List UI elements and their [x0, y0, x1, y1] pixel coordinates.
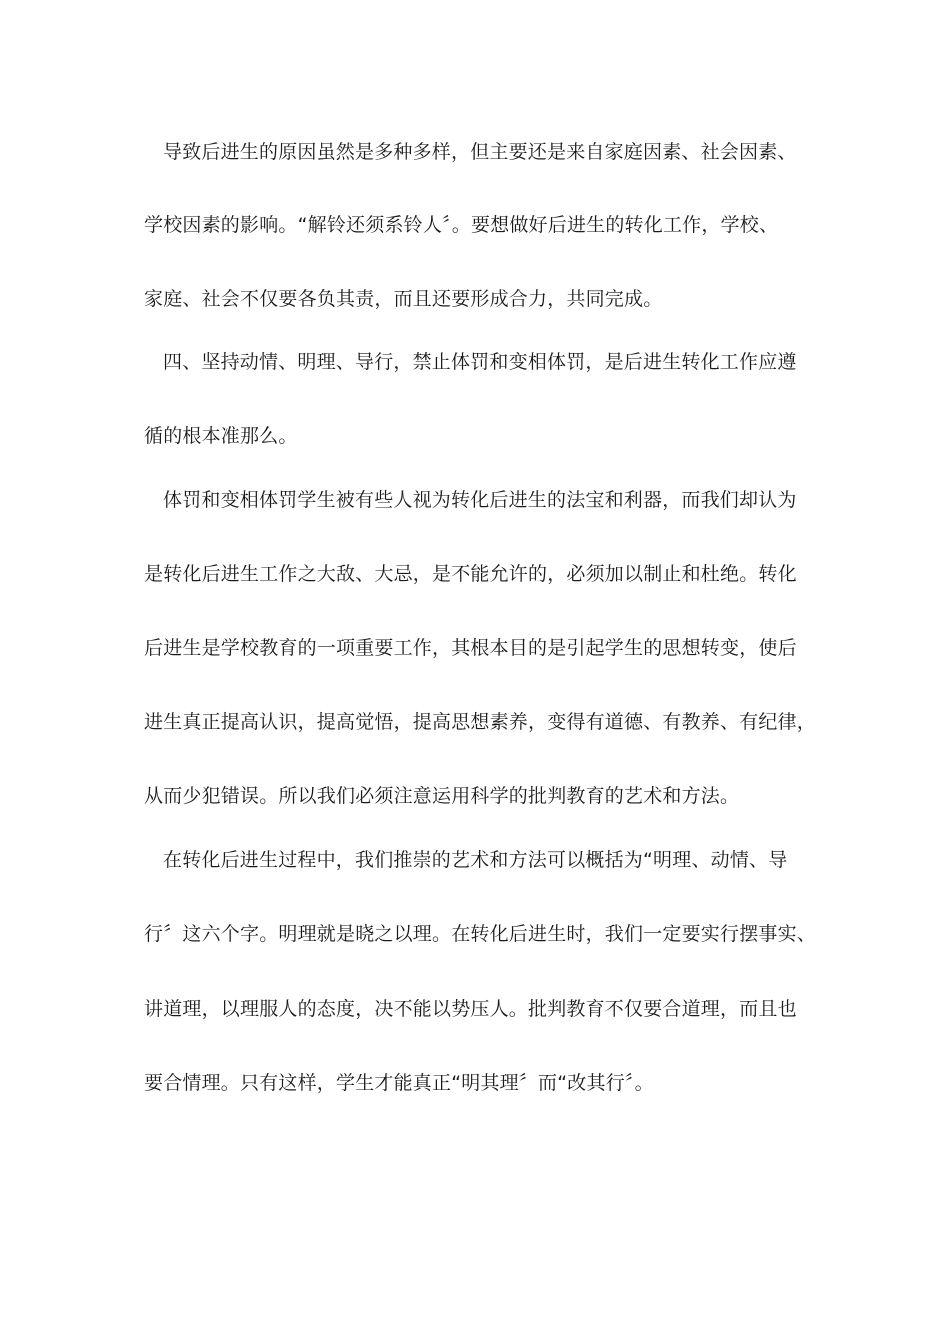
paragraph-3-line-3: 讲道理，以理服人的态度，决不能以势压人。批判教育不仅要合道理，而且也	[144, 998, 797, 1020]
paragraph-1-line-3: 家庭、社会不仅要各负其责，而且还要形成合力，共同完成。	[144, 288, 663, 310]
paragraph-2-line-2: 是转化后进生工作之大敌、大忌，是不能允许的，必须加以制止和杜绝。转化	[144, 563, 797, 585]
paragraph-2-line-4: 进生真正提高认识，提高觉悟，提高思想素养，变得有道德、有教养、有纪律，	[144, 711, 817, 733]
paragraph-3-line-4: 要合情理。只有这样，学生才能真正“明其理〞而“改其行〞。	[144, 1072, 654, 1094]
paragraph-1-line-1: 导致后进生的原因虽然是多种多样，但主要还是来自家庭因素、社会因素、	[163, 141, 797, 163]
section-heading-line-1: 四、坚持动情、明理、导行，禁止体罚和变相体罚，是后进生转化工作应遵	[163, 351, 797, 373]
paragraph-3-line-1: 在转化后进生过程中，我们推崇的艺术和方法可以概括为“明理、动情、导	[163, 849, 788, 871]
section-heading-line-2: 循的根本准那么。	[144, 425, 298, 447]
paragraph-3-line-2: 行〞这六个字。明理就是晓之以理。在转化后进生时，我们一定要实行摆事实、	[144, 923, 817, 945]
paragraph-2-line-3: 后进生是学校教育的一项重要工作，其根本目的是引起学生的思想转变，使后	[144, 637, 797, 659]
paragraph-1-line-2: 学校因素的影响。“解铃还须系铃人〞。要想做好后进生的转化工作，学校、	[144, 214, 779, 236]
paragraph-2-line-1: 体罚和变相体罚学生被有些人视为转化后进生的法宝和利器，而我们却认为	[163, 489, 797, 511]
paragraph-2-line-5: 从而少犯错误。所以我们必须注意运用科学的批判教育的艺术和方法。	[144, 785, 740, 807]
